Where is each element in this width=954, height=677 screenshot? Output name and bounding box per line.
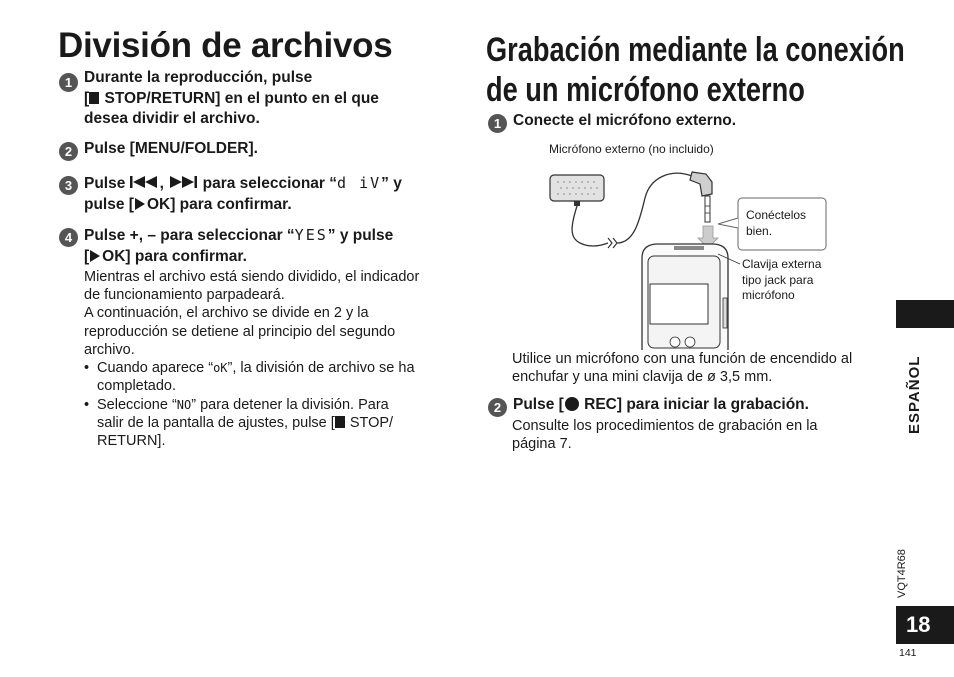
language-tab-marker bbox=[896, 300, 954, 328]
desc-line-3: A continuación, el archivo se divide en 2 y la bbox=[84, 305, 369, 322]
desc-line-1: Mientras el archivo está siendo dividido, el indicador bbox=[84, 269, 420, 285]
record-icon bbox=[565, 397, 579, 411]
step-badge-1: 1 bbox=[59, 73, 78, 92]
jack-line-3: micrófono bbox=[742, 288, 795, 302]
info-line-1: Utilice un micrófono con una función de encendido al bbox=[512, 351, 853, 367]
bullet-no-line-3: RETURN]. bbox=[97, 433, 166, 450]
step-3-suffix-2: ” y bbox=[381, 175, 402, 192]
page-number: 18 bbox=[896, 606, 954, 644]
left-step-4 bbox=[84, 225, 474, 267]
bullet-ok-line-2: completado. bbox=[97, 378, 176, 395]
right-title-line-1: Grabación mediante la conexión bbox=[486, 31, 905, 69]
left-step-3-line-2 bbox=[84, 195, 474, 216]
left-step-1 bbox=[84, 68, 464, 130]
step-4-line-2-pre: [ bbox=[84, 247, 90, 265]
bracket-open: [ bbox=[84, 89, 90, 107]
stop-icon bbox=[89, 92, 99, 104]
segment-display-no: NO bbox=[176, 398, 192, 412]
language-label: ESPAÑOL bbox=[906, 355, 923, 434]
stop-icon bbox=[335, 416, 345, 428]
info-line-2: enchufar y una mini clavija de ø 3,5 mm. bbox=[512, 369, 773, 386]
desc-line-4: reproducción se detiene al principio del segundo bbox=[84, 323, 396, 340]
left-step-1-line-3: desea dividir el archivo. bbox=[84, 110, 260, 127]
play-icon bbox=[90, 250, 100, 262]
desc-line-5: archivo. bbox=[84, 341, 135, 358]
mic-label: Micrófono externo (no incluido) bbox=[549, 142, 714, 156]
left-description bbox=[84, 268, 474, 359]
step-badge-2: 2 bbox=[59, 142, 78, 161]
step-3-line-2-pre: pulse [ bbox=[84, 195, 134, 213]
left-step-3-line-1 bbox=[84, 173, 474, 195]
left-step-3 bbox=[84, 173, 474, 215]
right-step-1: Conecte el micrófono externo. bbox=[513, 112, 737, 129]
jack-label bbox=[742, 257, 821, 304]
bullet-ok-line-1 bbox=[97, 359, 477, 377]
right-title-line-2: de un micrófono externo bbox=[486, 71, 805, 109]
desc-line-2: de funcionamiento parpadeará. bbox=[84, 287, 285, 304]
bullet-no-post: ” para detener la división. Para bbox=[191, 397, 389, 413]
left-step-1-line-1: Durante la reproducción, pulse bbox=[84, 69, 313, 86]
step-badge-3: 3 bbox=[59, 176, 78, 195]
right-step-badge-2: 2 bbox=[488, 398, 507, 417]
bullet-ok-pre: Cuando aparece “ bbox=[97, 360, 214, 376]
bullet-no-line-1 bbox=[97, 396, 477, 414]
callout-line-1: Conéctelos bbox=[746, 208, 807, 222]
bullet-no-pre: Seleccione “ bbox=[97, 397, 177, 413]
right-step-2-post: REC] para iniciar la grabación. bbox=[584, 396, 809, 413]
jack-line-1: Clavija externa bbox=[742, 257, 822, 271]
callout-text bbox=[746, 208, 806, 239]
right-info-text bbox=[512, 350, 892, 386]
microphone-connection-diagram bbox=[540, 158, 840, 350]
step-3-prefix: Pulse bbox=[84, 175, 126, 192]
right-step-2 bbox=[513, 395, 809, 416]
left-step-2: Pulse [MENU/FOLDER]. bbox=[84, 140, 258, 157]
right-section-title bbox=[486, 30, 905, 110]
right-step-2-desc bbox=[512, 417, 892, 453]
skip-back-icon bbox=[130, 175, 160, 189]
step-3-separator: , bbox=[159, 175, 164, 192]
step-2-desc-line-1: Consulte los procedimientos de grabación en la bbox=[512, 418, 818, 434]
bullet-no bbox=[84, 396, 477, 451]
step-3-line-2-post: OK] para confirmar. bbox=[146, 195, 292, 213]
right-step-2-pre: Pulse [ bbox=[513, 396, 564, 413]
step-4-line-2-post: OK] para confirmar. bbox=[102, 247, 247, 265]
segment-display-div: d iV bbox=[337, 174, 382, 192]
skip-forward-icon bbox=[168, 175, 198, 189]
left-step-4-line-1 bbox=[84, 225, 474, 247]
left-step-4-line-2 bbox=[84, 247, 474, 268]
bullet-ok-post: ”, la división de archivo se ha bbox=[227, 360, 415, 376]
sub-page-number: 141 bbox=[899, 647, 917, 659]
model-number: VQT4R68 bbox=[896, 549, 908, 598]
microphone-icon bbox=[550, 175, 604, 201]
jack-plug-icon bbox=[690, 172, 712, 196]
bullet-no-line-2-pre: salir de la pantalla de ajustes, pulse [ bbox=[97, 415, 335, 432]
left-section-title: División de archivos bbox=[58, 26, 393, 65]
left-step-1-line-2 bbox=[84, 89, 464, 110]
step-4-suffix: ” y pulse bbox=[327, 227, 394, 244]
step-4-prefix: Pulse +, – para seleccionar “ bbox=[84, 227, 295, 244]
step-badge-4: 4 bbox=[59, 228, 78, 247]
right-step-badge-1: 1 bbox=[488, 114, 507, 133]
bullet-no-line-2-post: STOP/ bbox=[349, 415, 394, 432]
bullet-no-line-2 bbox=[97, 414, 477, 432]
step-3-suffix: para seleccionar “ bbox=[202, 175, 338, 192]
segment-display-yes: YES bbox=[294, 226, 328, 244]
bullet-ok bbox=[84, 359, 477, 395]
callout-line-2: bien. bbox=[746, 223, 773, 238]
step-2-desc-line-2: página 7. bbox=[512, 436, 572, 453]
left-step-1-line-2-text: STOP/RETURN] en el punto en el que bbox=[104, 89, 379, 107]
segment-display-ok: oK bbox=[213, 361, 228, 375]
play-icon bbox=[135, 198, 145, 210]
jack-line-2: tipo jack para bbox=[742, 272, 814, 287]
